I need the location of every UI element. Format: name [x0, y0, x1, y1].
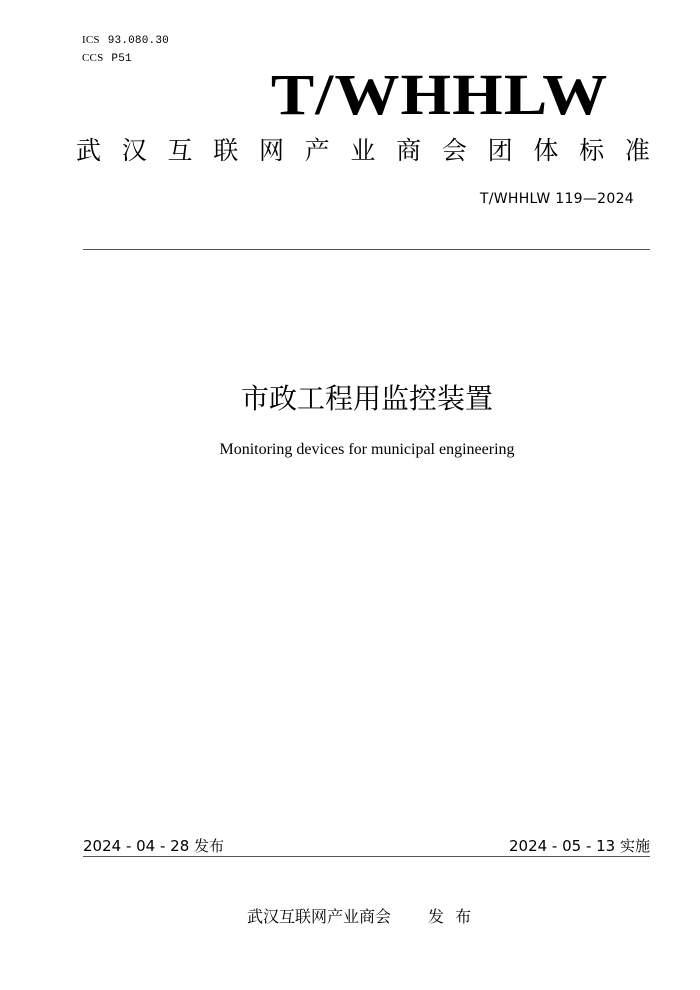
ics-line	[82, 34, 169, 47]
org-char: 商	[396, 136, 422, 165]
ccs-line	[82, 52, 132, 65]
org-char: 体	[533, 136, 559, 165]
ccs-label: CCS	[82, 52, 104, 64]
org-char: 标	[579, 136, 605, 165]
ccs-code: P51	[111, 53, 132, 65]
top-divider	[83, 249, 650, 250]
standard-number: T/WHHLW 119—2024	[479, 191, 634, 207]
organization-title	[76, 136, 650, 166]
org-char: 准	[624, 136, 650, 165]
org-char: 网	[258, 136, 284, 165]
document-title-chinese: 市政工程用监控装置	[240, 382, 493, 415]
implement-date: 2024 - 05 - 13 实施	[508, 837, 650, 855]
org-char: 武	[76, 136, 102, 165]
ics-code: 93.080.30	[107, 35, 169, 47]
org-char: 会	[441, 136, 467, 165]
issuer-action: 发 布	[428, 907, 472, 926]
ics-label: ICS	[82, 34, 100, 46]
org-char: 联	[213, 136, 239, 165]
document-title-english: Monitoring devices for municipal engineering	[219, 441, 515, 458]
org-char: 产	[304, 136, 330, 165]
org-char: 业	[350, 136, 376, 165]
standard-logo: T/WHHLW	[270, 62, 608, 127]
org-char: 互	[167, 136, 193, 165]
publish-date: 2024 - 04 - 28 发布	[83, 837, 225, 855]
org-char: 汉	[121, 136, 147, 165]
issuer-name: 武汉互联网产业商会	[247, 907, 392, 926]
org-char: 团	[487, 136, 513, 165]
bottom-divider	[83, 856, 650, 857]
